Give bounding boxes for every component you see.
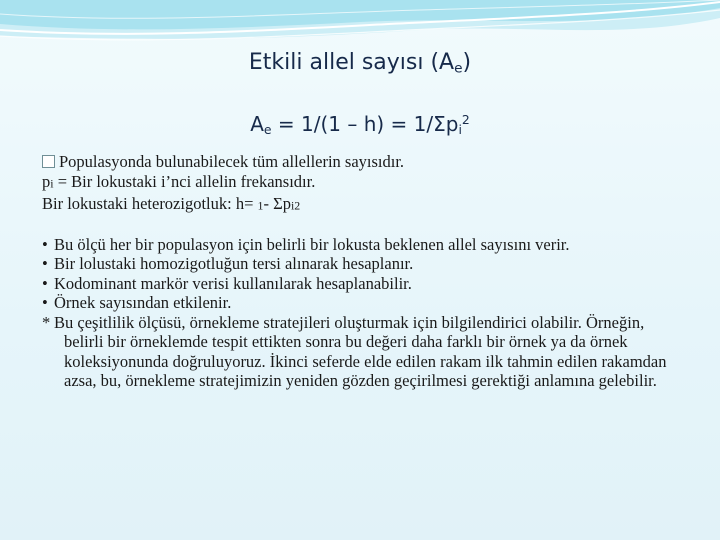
- intro-line-2-sub: i: [50, 176, 54, 191]
- intro-line-3-sigma: Σ: [273, 193, 283, 213]
- bullet-item: [42, 274, 687, 294]
- formula-p-sup: 2: [461, 112, 470, 128]
- formula-p-sub: i: [458, 122, 462, 138]
- bullet-marker: •: [42, 254, 48, 274]
- bullet-item: [42, 254, 687, 274]
- page-title: [0, 50, 720, 76]
- title-text: Etkili allel sayısı (A: [248, 50, 455, 75]
- intro-line-2: [42, 172, 687, 194]
- intro-line-1: [42, 152, 687, 172]
- intro-line-3-text: Bir lokustaki heterozigotluk: h=: [42, 193, 258, 213]
- intro-line-3-one: 1: [257, 198, 264, 213]
- bullet-item: [42, 293, 687, 313]
- title-close: ): [462, 50, 472, 75]
- formula-a: A: [250, 112, 264, 136]
- bullet-text: Bu çeşitlilik ölçüsü, örnekleme stratejileri oluşturmak için bilgilendirici olabilir. Örneğin, belirli bir örneklemde tespit ettikten sonra bu değeri daha farklı bir örnek ya da örnek koleksiyonunda doğruluyoruz. İkinci seferde elde edilen rakam ilk tahmin edilen rakamdan azsa, bu, örnekleme stratejimizin yeniden gözden geçirilmesi gerektiği anlamına gelebilir.: [54, 312, 667, 391]
- bullet-text: Örnek sayısından etkilenir.: [54, 293, 232, 313]
- intro-line-3-p: p: [282, 193, 291, 213]
- formula-mid: = 1/(1 – h) = 1/: [271, 112, 434, 136]
- intro-line-3-sub: i: [290, 198, 295, 213]
- bullet-item: [42, 235, 687, 255]
- slide-body: [42, 152, 687, 391]
- bullet-marker: •: [42, 234, 48, 254]
- bullet-marker: *: [42, 312, 51, 332]
- bullet-text: Bu ölçü her bir populasyon için belirli bir lokusta beklenen allel sayısını verir.: [54, 234, 570, 254]
- bullet-marker: •: [42, 273, 48, 293]
- spacer: [42, 216, 687, 235]
- bullet-text: Kodominant markör verisi kullanılarak hesaplanabilir.: [54, 273, 412, 293]
- intro-line-3-dash: -: [263, 193, 274, 213]
- intro-line-1-text: Populasyonda bulunabilecek tüm allellerin sayısıdır.: [59, 152, 405, 171]
- intro-line-3-sup: 2: [294, 198, 301, 213]
- empty-box-icon: [42, 155, 55, 168]
- title-subscript: e: [454, 60, 463, 77]
- formula: [0, 112, 720, 137]
- intro-line-3: [42, 194, 687, 216]
- bullet-text: Bir lolustaki homozigotluğun tersi alınarak hesaplanır.: [54, 254, 414, 274]
- formula-p: p: [445, 112, 459, 136]
- intro-line-2-text: = Bir lokustaki i’nci allelin frekansıdır.: [53, 171, 316, 191]
- formula-sigma: Σ: [433, 112, 446, 136]
- formula-a-sub: e: [263, 122, 272, 138]
- bullet-marker: •: [42, 293, 48, 313]
- intro-line-2-p: p: [42, 171, 51, 191]
- bullet-item-note: [42, 313, 687, 391]
